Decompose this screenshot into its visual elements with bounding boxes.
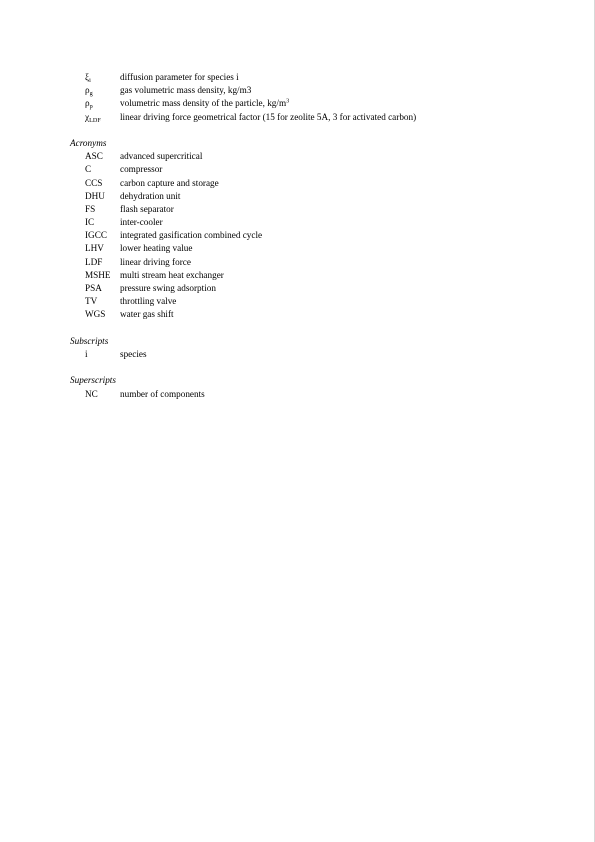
- term-definition: throttling valve: [120, 296, 177, 307]
- list-item: [70, 163, 550, 176]
- list-item: [70, 388, 550, 401]
- symbol-row-xi: [70, 71, 550, 84]
- list-item: [70, 282, 550, 295]
- list-item: [70, 216, 550, 229]
- term-definition: carbon capture and storage: [120, 177, 219, 188]
- nomenclature-list: [70, 71, 550, 401]
- symbol-char: ξ: [85, 72, 90, 82]
- definition-superscript: 3: [286, 97, 290, 105]
- list-item: [70, 190, 550, 203]
- list-item: [70, 203, 550, 216]
- list-item: [70, 308, 550, 321]
- list-item: [70, 242, 550, 255]
- term-definition: advanced supercritical: [120, 151, 203, 162]
- list-item: [70, 269, 550, 282]
- symbol-subscript: i: [89, 77, 91, 84]
- list-item: [70, 177, 550, 190]
- term: IC: [85, 217, 95, 228]
- term: FS: [85, 203, 96, 214]
- symbol: [70, 111, 120, 124]
- list-item: [70, 295, 550, 308]
- symbol: [70, 97, 120, 110]
- symbol-definition: diffusion parameter for species i: [120, 72, 239, 82]
- symbol-subscript: p: [89, 103, 93, 111]
- term-definition: water gas shift: [120, 309, 174, 320]
- term-definition: multi stream heat exchanger: [120, 269, 224, 280]
- term: C: [85, 164, 92, 175]
- list-item: [70, 150, 550, 163]
- symbol-subscript: LDF: [89, 116, 101, 124]
- term-definition: linear driving force: [120, 256, 191, 267]
- term-definition: number of components: [120, 388, 205, 399]
- term: IGCC: [85, 230, 107, 241]
- section-gap: [70, 322, 550, 335]
- term-definition: compressor: [120, 164, 163, 175]
- symbol-char: ρ: [85, 98, 90, 109]
- symbol-subscript: g: [89, 90, 93, 98]
- list-item: [70, 229, 550, 242]
- symbol-definition: [120, 97, 550, 110]
- term-definition: lower heating value: [120, 243, 193, 254]
- acronym-list: [70, 150, 550, 321]
- section-gap: [70, 124, 550, 137]
- symbol: [70, 71, 120, 84]
- symbol-definition: linear driving force geometrical factor (15 for zeolite 5A, 3 for activated carbon): [120, 111, 417, 122]
- subscripts-heading: Subscripts: [70, 335, 109, 346]
- symbol-char: χ: [85, 111, 90, 122]
- term: ASC: [85, 151, 103, 162]
- symbol-row-chi-ldf: [70, 111, 550, 124]
- list-item: [70, 348, 550, 361]
- list-item: [70, 256, 550, 269]
- term-definition: integrated gasification combined cycle: [120, 230, 263, 241]
- term: LHV: [85, 243, 104, 254]
- superscript-list: [70, 388, 550, 401]
- term: PSA: [85, 283, 102, 293]
- term: WGS: [85, 309, 106, 320]
- symbol-char: ρ: [85, 85, 90, 96]
- subscript-list: [70, 348, 550, 361]
- superscripts-heading: Superscripts: [70, 375, 116, 386]
- term: LDF: [85, 256, 103, 267]
- term: CCS: [85, 177, 103, 188]
- term-definition: dehydration unit: [120, 190, 181, 201]
- term: i: [85, 348, 88, 359]
- section-gap: [70, 361, 550, 374]
- term: DHU: [85, 190, 105, 201]
- term-definition: inter-cooler: [120, 217, 163, 228]
- symbol-row-rho-g: [70, 84, 550, 97]
- term: NC: [85, 388, 98, 399]
- term-definition: pressure swing adsorption: [120, 283, 216, 293]
- symbol-definition: gas volumetric mass density, kg/m3: [120, 85, 252, 96]
- symbol: [70, 84, 120, 97]
- term-definition: flash separator: [120, 203, 174, 214]
- term: MSHE: [85, 269, 111, 280]
- symbol-row-rho-p: [70, 97, 550, 110]
- acronyms-heading: Acronyms: [70, 137, 107, 148]
- definition-text: volumetric mass density of the particle, kg/m: [120, 98, 287, 109]
- term: TV: [85, 296, 98, 307]
- term-definition: species: [120, 348, 147, 359]
